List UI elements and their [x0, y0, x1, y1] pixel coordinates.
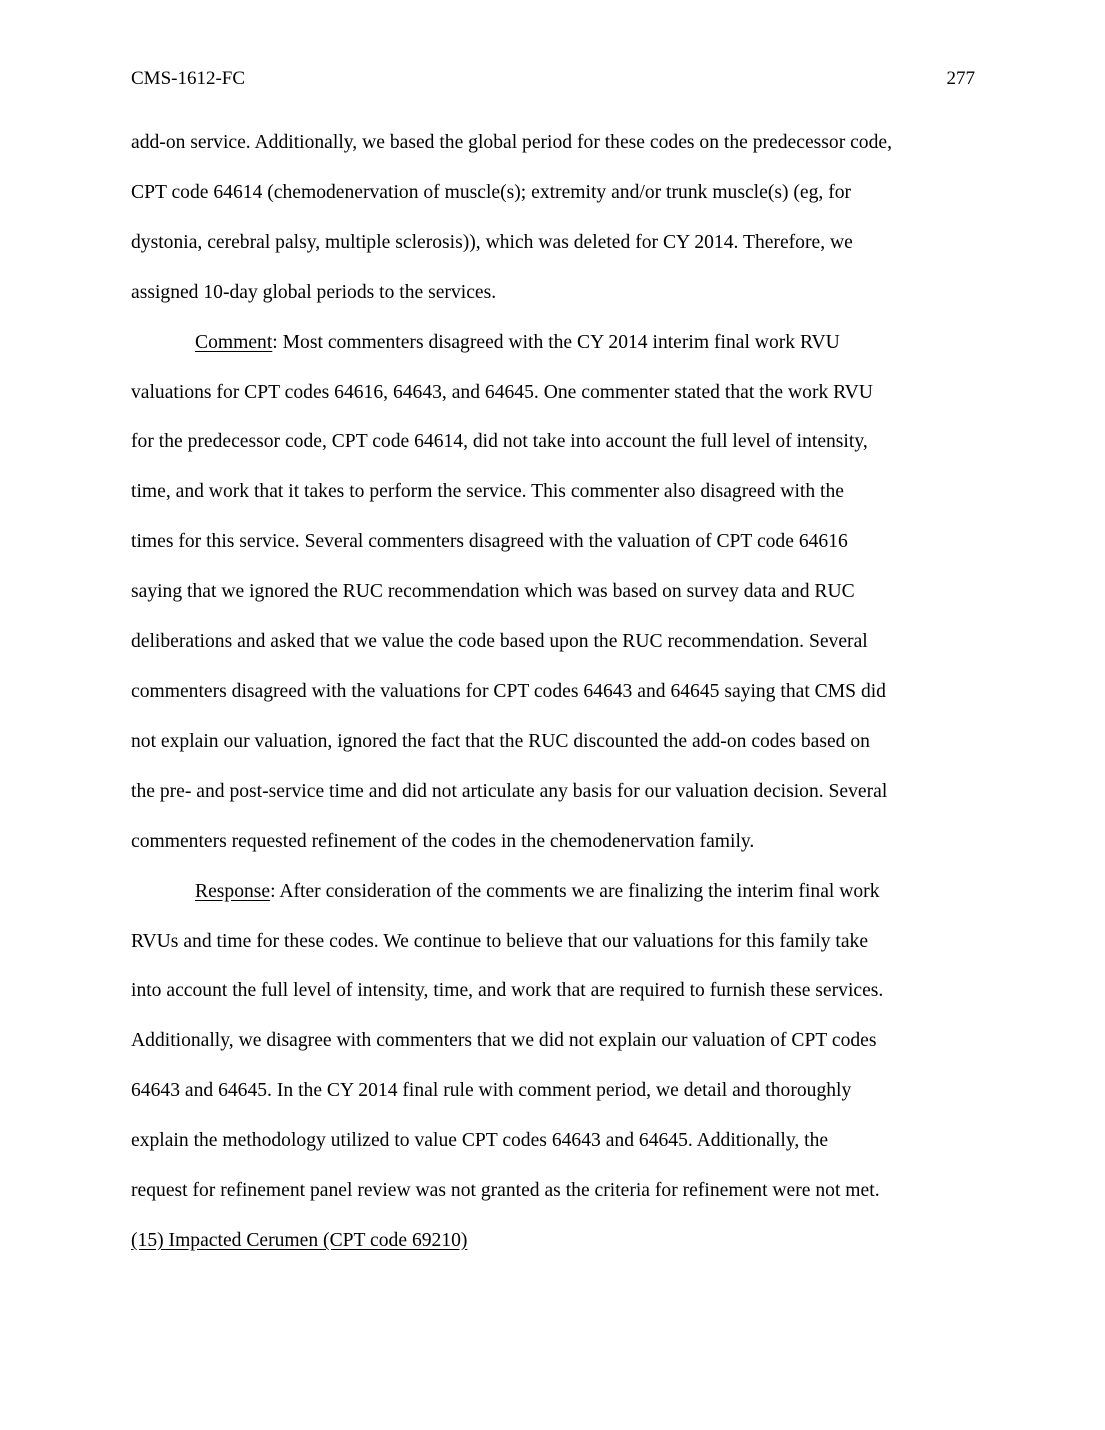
comment-first-line	[131, 318, 981, 368]
text-line: the pre- and post-service time and did not articulate any basis for our valuation decision. Several	[131, 780, 888, 802]
text-line: add-on service. Additionally, we based the global period for these codes on the predecessor code,	[131, 132, 892, 153]
response-label: Response	[195, 880, 271, 902]
text-line: commenters disagreed with the valuations for CPT codes 64643 and 64645 saying that CMS did	[131, 680, 886, 702]
text-line: saying that we ignored the RUC recommendation which was based on survey data and RUC	[131, 581, 855, 603]
comment-label: Comment	[195, 331, 273, 353]
response-first-line-text: : After consideration of the comments we are finalizing the interim final work	[270, 880, 880, 902]
text-line: Additionally, we disagree with commenters that we did not explain our valuation of CPT codes	[131, 1030, 877, 1052]
document-id: CMS-1612-FC	[131, 68, 246, 89]
intro-paragraph	[131, 118, 981, 318]
text-line: into account the full level of intensity, time, and work that are required to furnish these services.	[131, 980, 884, 1002]
response-paragraph	[131, 867, 981, 1216]
section-heading: (15) Impacted Cerumen (CPT code 69210)	[131, 1229, 468, 1251]
text-line: request for refinement panel review was not granted as the criteria for refinement were not met.	[131, 1180, 880, 1202]
response-first-line	[131, 867, 981, 917]
text-line: explain the methodology utilized to value CPT codes 64643 and 64645. Additionally, the	[131, 1130, 829, 1152]
text-line: not explain our valuation, ignored the fact that the RUC discounted the add-on codes based on	[131, 730, 870, 752]
text-line: valuations for CPT codes 64616, 64643, and 64645. One commenter stated that the work RVU	[131, 381, 873, 403]
text-line: for the predecessor code, CPT code 64614, did not take into account the full level of intensity,	[131, 431, 868, 453]
text-line: dystonia, cerebral palsy, multiple sclerosis)), which was deleted for CY 2014. Therefore, we	[131, 231, 853, 253]
document-body	[131, 118, 981, 1266]
text-line: times for this service. Several commenters disagreed with the valuation of CPT code 64616	[131, 531, 848, 553]
page-number: 277	[946, 68, 975, 89]
text-line: 64643 and 64645. In the CY 2014 final rule with comment period, we detail and thoroughly	[131, 1080, 852, 1102]
comment-paragraph	[131, 318, 981, 867]
text-line: assigned 10-day global periods to the services.	[131, 281, 497, 303]
text-line: time, and work that it takes to perform the service. This commenter also disagreed with the	[131, 481, 844, 503]
comment-first-line-text: : Most commenters disagreed with the CY 2014 interim final work RVU	[272, 331, 840, 353]
text-line: RVUs and time for these codes. We continue to believe that our valuations for this family take	[131, 930, 869, 952]
text-line: CPT code 64614 (chemodenervation of muscle(s); extremity and/or trunk muscle(s) (eg, for	[131, 181, 852, 203]
text-line: commenters requested refinement of the codes in the chemodenervation family.	[131, 830, 755, 852]
text-line: deliberations and asked that we value the code based upon the RUC recommendation. Several	[131, 631, 868, 653]
